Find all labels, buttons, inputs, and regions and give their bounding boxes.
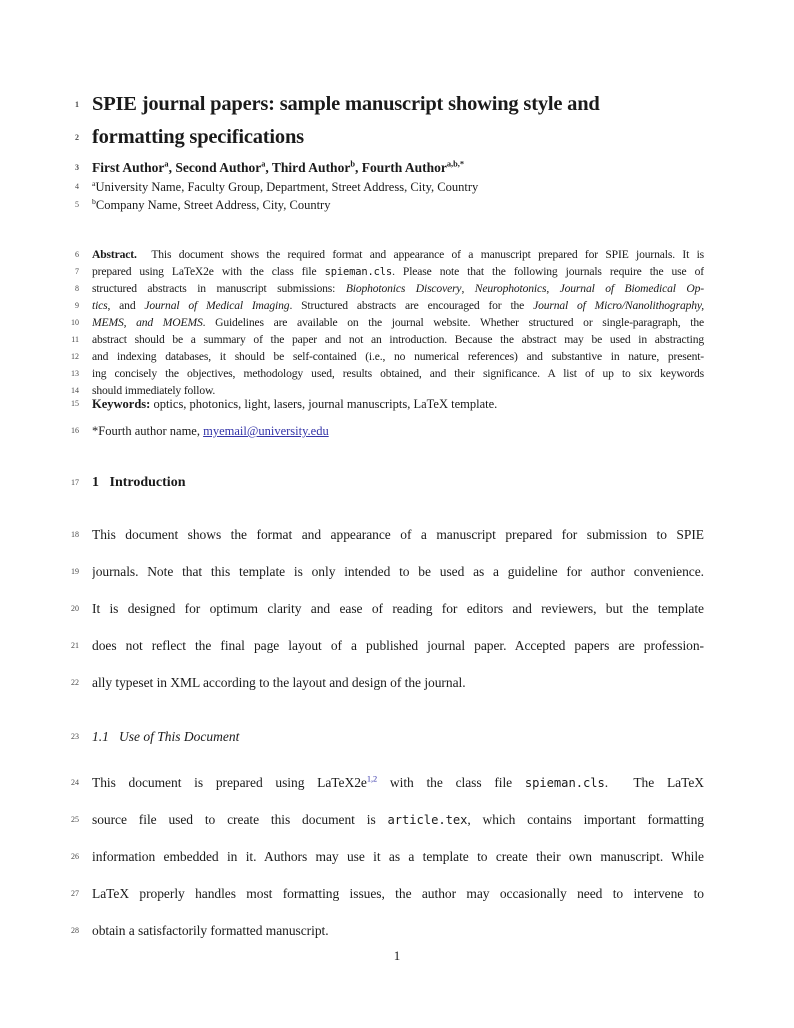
line-number: 4 [75,182,79,191]
line-content [92,299,704,312]
manuscript-line [71,365,704,382]
text-segment: This document shows the required format and appearance of a manuscript prepared for SPIE journals. It is [136,248,704,261]
line-number: 22 [71,678,79,687]
keywords-line [71,394,704,414]
text-segment: article.tex [387,813,468,827]
line-number: 19 [71,567,79,576]
line-number: 18 [71,530,79,539]
manuscript-line [71,590,704,627]
line-content [92,93,600,115]
manuscript-line [71,394,704,414]
manuscript-line [75,158,704,178]
manuscript-line [75,121,704,154]
line-content [92,527,704,542]
line-number: 14 [71,386,79,395]
text-segment: ally typeset in XML according to the layout and design of the journal. [92,675,466,690]
citation-ref[interactable]: 1,2 [366,774,378,784]
manuscript-line [71,722,704,752]
text-segment: First Author [92,160,165,175]
manuscript-line [71,314,704,331]
line-content [92,849,704,864]
manuscript-line [71,348,704,365]
manuscript-line [71,664,704,701]
introduction-paragraph [71,516,704,701]
text-segment: structured abstracts in manuscript submissions: [92,282,346,295]
line-number: 9 [75,301,79,310]
line-content [92,638,704,653]
text-segment: prepared using LaTeX2e with the class file [92,265,325,278]
text-segment: Journal of Micro/Nanolithography, [533,299,704,312]
text-segment: a [164,159,169,169]
manuscript-line [75,297,704,314]
text-segment: It is designed for optimum clarity and ease of reading for editors and reviewers, but the template [92,601,704,616]
use-of-document-paragraph [71,764,704,949]
line-number: 25 [71,815,79,824]
text-segment: a,b,* [446,159,465,169]
text-segment: Company Name, Street Address, City, Country [95,198,331,212]
page-number-text: 1 [393,948,401,963]
manuscript-line [71,331,704,348]
text-segment: , Fourth Author [354,160,447,175]
line-content [92,126,304,148]
line-content [92,475,185,490]
manuscript-line [71,838,704,875]
line-content [92,812,704,827]
text-segment: optics, photonics, light, lasers, journal manuscripts, LaTeX template. [150,397,498,411]
text-segment: 1 Introduction [92,475,186,490]
line-number: 1 [75,100,79,109]
line-content [92,601,704,616]
text-segment: 1.1 Use of This Document [92,729,240,744]
line-number: 12 [71,352,79,361]
text-segment: spieman.cls [524,776,605,790]
page-number [0,948,794,964]
text-segment: . The LaTeX [604,775,704,790]
line-content [92,316,704,329]
title-block [75,88,704,154]
line-number: 8 [75,284,79,293]
line-number: 13 [71,369,79,378]
line-number: 7 [75,267,79,276]
line-content [92,564,704,579]
text-segment: . Structured abstracts are encouraged for the [289,299,534,312]
line-number: 16 [71,426,79,435]
line-number: 5 [75,200,79,209]
manuscript-line [71,764,704,801]
line-content [92,350,704,363]
line-number: 26 [71,852,79,861]
text-segment: b [92,196,96,206]
line-number: 11 [71,335,79,344]
text-segment: , [461,282,475,295]
text-segment: ing concisely the objectives, methodology used, results obtained, and their significance. A list of up to six keywords [92,367,704,380]
manuscript-line [71,516,704,553]
text-segment: MEMS, and MOEMS [92,316,203,329]
text-segment: Journal of Biomedical Op- [559,282,704,295]
line-number: 10 [71,318,79,327]
text-segment: . Please note that the following journals require the use of [392,265,704,278]
manuscript-line [71,875,704,912]
manuscript-line [71,912,704,949]
section-heading-introduction [71,470,704,496]
line-content [92,333,704,346]
line-number: 6 [75,250,79,259]
text-segment: SPIE journal papers: sample manuscript showing style and [92,93,600,115]
text-segment: Abstract. [92,248,137,261]
subsection-heading-use-of-this-document [71,722,704,752]
text-segment: LaTeX properly handles most formatting issues, the author may occasionally need to intervene to [92,886,704,901]
line-number: 21 [71,641,79,650]
line-content [92,424,329,438]
text-segment: *Fourth author name, [92,424,204,438]
text-segment: , which contains important formatting [467,812,704,827]
manuscript-line [71,801,704,838]
text-segment: , Second Author [168,160,262,175]
line-content [92,248,704,261]
line-number: 2 [75,133,79,142]
manuscript-line [75,88,704,121]
line-content [92,367,704,380]
abstract-block [71,246,704,399]
text-segment: journals. Note that this template is only intended to be used as a guideline for author convenience. [92,564,704,579]
text-segment: . Guidelines are available on the journal website. Whether structured or single-paragraph, the [202,316,704,329]
text-segment: obtain a satisfactorily formatted manuscript. [92,923,329,938]
text-segment: Keywords: [92,397,151,411]
line-content [92,160,464,175]
line-number: 24 [71,778,79,787]
line-number: 15 [71,399,79,408]
line-number: 23 [71,732,79,741]
text-segment: tics [92,299,108,312]
line-content [92,180,478,194]
line-content [92,397,497,411]
manuscript-line [75,196,704,214]
text-segment: should immediately follow. [92,384,216,397]
manuscript-line [75,246,704,263]
line-number: 27 [71,889,79,898]
line-content [92,729,239,744]
email-link[interactable]: myemail@university.edu [203,424,329,438]
text-segment: a [261,159,266,169]
manuscript-line [71,420,704,442]
line-content [92,198,330,212]
manuscript-line [71,627,704,664]
text-segment: This document is prepared using LaTeX2e [92,775,367,790]
line-number: 3 [75,163,79,172]
text-segment: Neurophotonics [474,282,547,295]
line-content [92,282,704,295]
text-segment: a [92,178,96,188]
line-content [92,886,704,901]
authors-block [75,158,704,214]
text-segment: b [350,159,355,169]
text-segment: University Name, Faculty Group, Department, Street Address, City, Country [95,180,479,194]
manuscript-line [75,178,704,196]
line-number: 20 [71,604,79,613]
manuscript-line [71,553,704,590]
line-content [92,675,466,690]
manuscript-line [75,280,704,297]
text-segment: does not reflect the final page layout of a published journal paper. Accepted papers are profession- [92,638,704,653]
text-segment: with the class file [377,775,525,790]
text-segment: source file used to create this document is [92,812,388,827]
manuscript-line [71,470,704,496]
text-segment: , [546,282,560,295]
line-content [92,265,704,278]
text-segment: information embedded in it. Authors may use it as a template to create their own manuscript. While [92,849,704,864]
text-segment: , and [107,299,145,312]
text-segment: Journal of Medical Imaging [144,299,290,312]
line-number: 17 [71,478,79,487]
text-segment: and indexing databases, it should be self-contained (i.e., no numerical references) and substantive in nature, present- [92,350,704,363]
manuscript-line [75,263,704,280]
text-segment: This document shows the format and appearance of a manuscript prepared for submission to SPIE [92,527,704,542]
line-content [92,923,329,938]
line-number: 28 [71,926,79,935]
text-segment: Biophotonics Discovery [345,282,462,295]
author-footnote-line [71,420,704,442]
text-segment: spieman.cls [324,266,393,278]
text-segment: formatting specifications [92,126,304,148]
text-segment: , Third Author [265,160,351,175]
text-segment: abstract should be a summary of the paper and not an introduction. Because the abstract may be used in abstracting [92,333,704,346]
line-content [92,775,704,790]
